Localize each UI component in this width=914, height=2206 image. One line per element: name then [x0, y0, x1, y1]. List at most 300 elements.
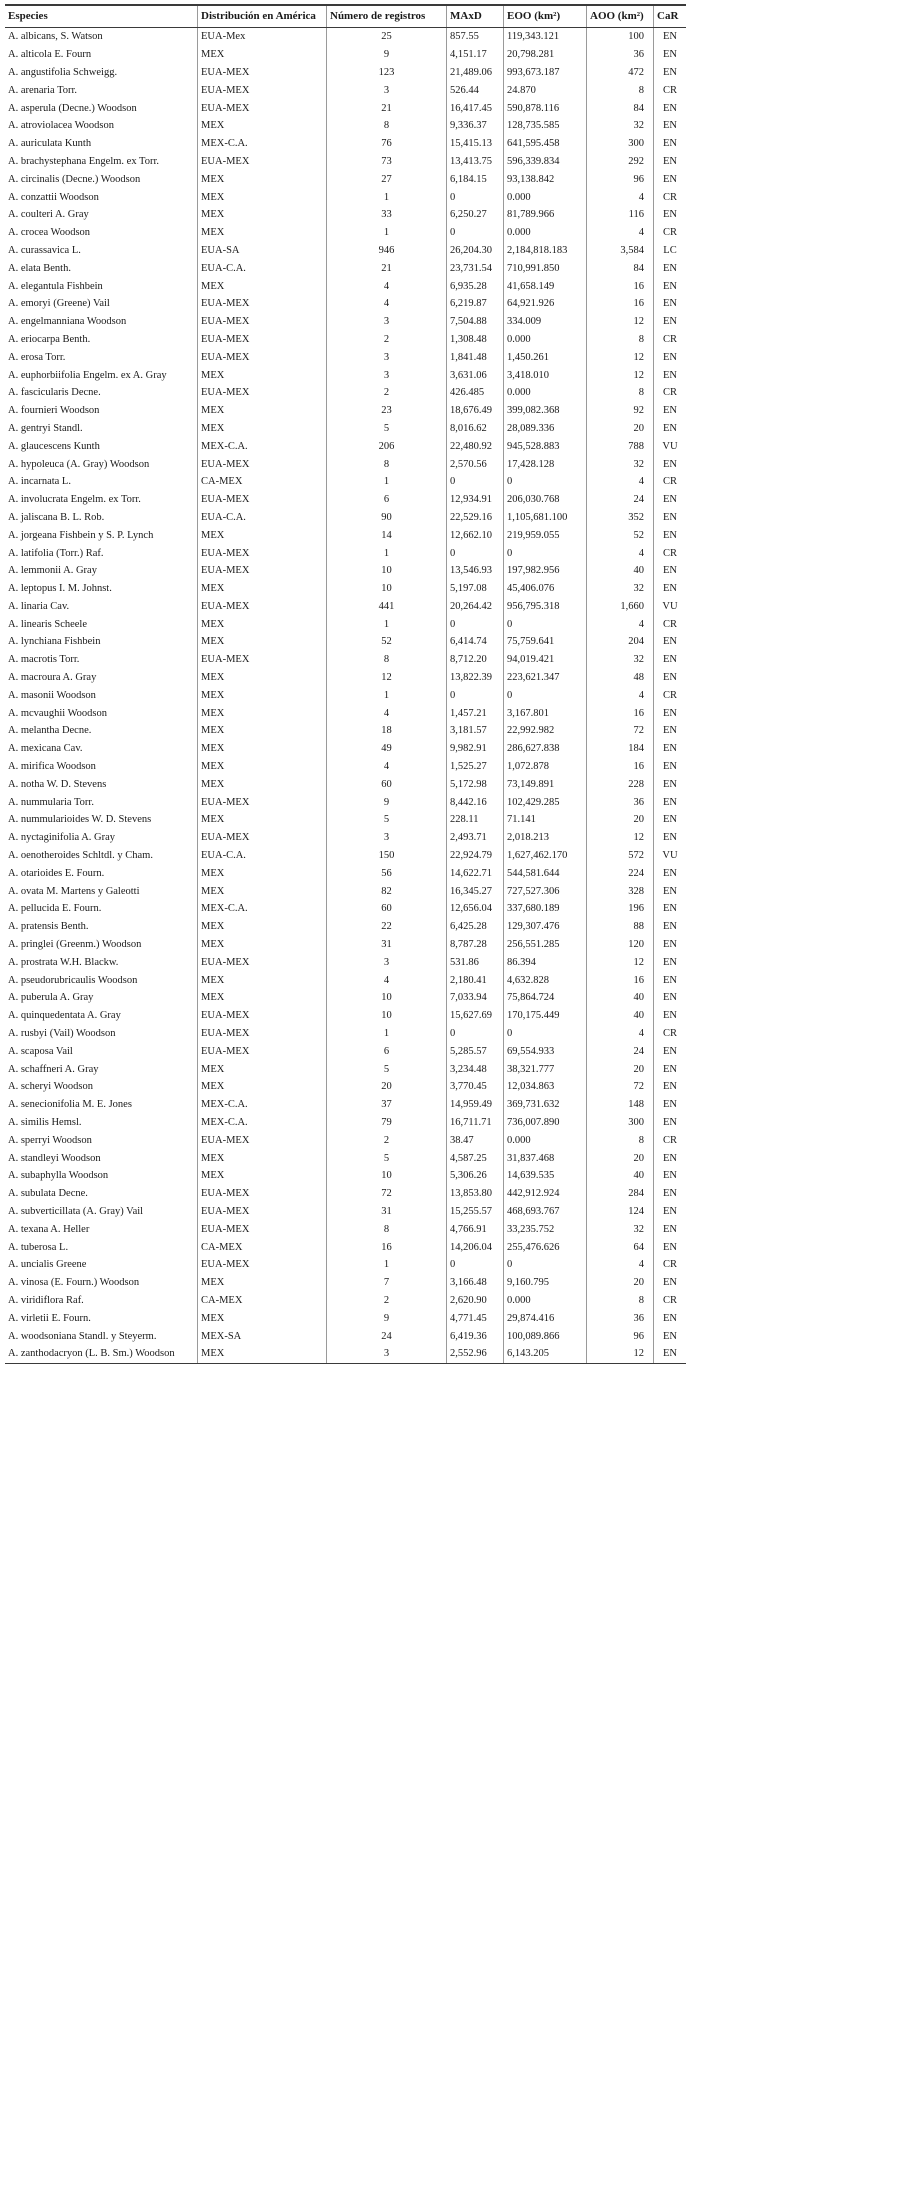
table-row — [5, 331, 686, 349]
table-cell: 10 — [327, 562, 447, 580]
table-cell: EN — [654, 829, 687, 847]
table-row — [5, 509, 686, 527]
table-cell: 2,570.56 — [447, 455, 504, 473]
table-cell: 2,552.96 — [447, 1345, 504, 1363]
table-cell: A. linaria Cav. — [8, 600, 70, 612]
table-cell: A. pellucida E. Fourn. — [8, 903, 102, 915]
table-cell: A. uncialis Greene — [8, 1259, 87, 1271]
table-cell: EN — [654, 1203, 687, 1221]
table-cell: 1,660 — [587, 598, 654, 616]
table-cell: EUA-MEX — [198, 651, 327, 669]
table-cell: 72 — [587, 722, 654, 740]
table-cell: 1,072.878 — [504, 758, 587, 776]
table-cell: 4 — [587, 473, 654, 491]
table-cell: 12,662.10 — [447, 526, 504, 544]
table-cell: MEX — [198, 686, 327, 704]
table-cell: 0 — [504, 544, 587, 562]
table-cell: 727,527.306 — [504, 882, 587, 900]
table-cell: 10 — [327, 580, 447, 598]
column-header: Especies — [5, 5, 198, 28]
table-cell: EN — [654, 491, 687, 509]
table-cell: 196 — [587, 900, 654, 918]
table-cell: CR — [654, 81, 687, 99]
table-cell: 12,034.863 — [504, 1078, 587, 1096]
table-cell: 945,528.883 — [504, 437, 587, 455]
table-cell: MEX — [198, 882, 327, 900]
table-row — [5, 402, 686, 420]
table-cell: 1 — [327, 224, 447, 242]
table-cell: EN — [654, 99, 687, 117]
table-cell: 38,321.777 — [504, 1060, 587, 1078]
table-cell: EN — [654, 1345, 687, 1363]
table-cell: A. tuberosa L. — [8, 1241, 69, 1253]
table-row — [5, 242, 686, 260]
table-row — [5, 1114, 686, 1132]
table-cell: 18 — [327, 722, 447, 740]
table-row — [5, 1309, 686, 1327]
table-cell: EUA-MEX — [198, 295, 327, 313]
table-cell: 9 — [327, 46, 447, 64]
table-row — [5, 562, 686, 580]
table-cell: 0 — [447, 615, 504, 633]
table-cell: A. eriocarpa Benth. — [8, 333, 91, 345]
table-cell: 9 — [327, 1309, 447, 1327]
table-cell: MEX — [198, 633, 327, 651]
table-cell: A. leptopus I. M. Johnst. — [8, 583, 112, 595]
table-cell: 32 — [587, 651, 654, 669]
table-row — [5, 153, 686, 171]
table-row — [5, 989, 686, 1007]
table-cell: A. incarnata L. — [8, 476, 71, 488]
table-cell: 8 — [587, 81, 654, 99]
table-cell: 334.009 — [504, 313, 587, 331]
table-row — [5, 1238, 686, 1256]
table-cell: 0 — [504, 473, 587, 491]
table-row — [5, 1007, 686, 1025]
table-cell: A. lynchiana Fishbein — [8, 636, 101, 648]
table-cell: 0 — [447, 544, 504, 562]
table-cell: 5 — [327, 811, 447, 829]
table-cell: 14,206.04 — [447, 1238, 504, 1256]
table-cell: 0.000 — [504, 188, 587, 206]
table-cell: EUA-MEX — [198, 455, 327, 473]
table-cell: 206,030.768 — [504, 491, 587, 509]
table-cell: A. zanthodacryon (L. B. Sm.) Woodson — [5, 1345, 198, 1363]
table-cell: 0.000 — [504, 224, 587, 242]
table-cell: 596,339.834 — [504, 153, 587, 171]
table-cell: MEX — [198, 740, 327, 758]
table-cell: 24 — [587, 1042, 654, 1060]
table-cell: EUA-MEX — [198, 313, 327, 331]
table-cell: 124 — [587, 1203, 654, 1221]
table-cell: 993,673.187 — [504, 64, 587, 82]
table-cell: 2 — [327, 1131, 447, 1149]
table-cell: 8 — [587, 384, 654, 402]
table-cell: 20 — [587, 1060, 654, 1078]
table-cell: 75,864.724 — [504, 989, 587, 1007]
table-cell: 22,924.79 — [447, 847, 504, 865]
table-cell: EN — [654, 722, 687, 740]
table-cell: MEX — [198, 277, 327, 295]
table-cell: 0.000 — [504, 1131, 587, 1149]
table-row — [5, 206, 686, 224]
table-cell: EN — [654, 1185, 687, 1203]
table-row — [5, 544, 686, 562]
table-cell: 224 — [587, 864, 654, 882]
table-cell: 12 — [587, 348, 654, 366]
table-cell: MEX — [198, 46, 327, 64]
table-row — [5, 64, 686, 82]
table-cell: 16 — [587, 295, 654, 313]
table-cell: 14 — [327, 526, 447, 544]
table-cell: 8 — [327, 651, 447, 669]
table-cell: CA-MEX — [198, 473, 327, 491]
table-cell: EUA-MEX — [198, 1007, 327, 1025]
table-cell: 81,789.966 — [504, 206, 587, 224]
table-row — [5, 526, 686, 544]
table-cell: 31,837.468 — [504, 1149, 587, 1167]
table-cell: EUA-MEX — [198, 99, 327, 117]
table-cell: EN — [654, 509, 687, 527]
table-cell: 8 — [587, 1292, 654, 1310]
table-cell: EUA-MEX — [198, 81, 327, 99]
table-cell: 4 — [587, 224, 654, 242]
table-cell: EN — [654, 971, 687, 989]
table-cell: 36 — [587, 1309, 654, 1327]
table-cell: EN — [654, 704, 687, 722]
table-cell: A. elegantula Fishbein — [8, 280, 103, 292]
table-cell: A. pratensis Benth. — [8, 921, 89, 933]
table-cell: 10 — [327, 1167, 447, 1185]
table-cell: EUA-MEX — [198, 1025, 327, 1043]
table-cell: 219,959.055 — [504, 526, 587, 544]
table-cell: 5 — [327, 1149, 447, 1167]
table-cell: 16,417.45 — [447, 99, 504, 117]
table-cell: 22,992.982 — [504, 722, 587, 740]
table-cell: 9,982.91 — [447, 740, 504, 758]
table-cell: A. woodsoniana Standl. y Steyerm. — [8, 1330, 157, 1342]
table-cell: CR — [654, 1292, 687, 1310]
table-cell: EUA-MEX — [198, 491, 327, 509]
table-cell: 16 — [587, 277, 654, 295]
table-cell: EN — [654, 775, 687, 793]
table-cell: 18,676.49 — [447, 402, 504, 420]
table-row — [5, 882, 686, 900]
table-cell: 399,082.368 — [504, 402, 587, 420]
table-cell: 3,770.45 — [447, 1078, 504, 1096]
table-cell: EN — [654, 117, 687, 135]
table-cell: 129,307.476 — [504, 918, 587, 936]
table-cell: 102,429.285 — [504, 793, 587, 811]
table-cell: A. sperryi Woodson — [8, 1134, 92, 1146]
table-cell: A. subulata Decne. — [8, 1188, 88, 1200]
table-row — [5, 28, 686, 46]
table-cell: 32 — [587, 1220, 654, 1238]
table-cell: 544,581.644 — [504, 864, 587, 882]
table-cell: 88 — [587, 918, 654, 936]
table-cell: 0 — [447, 1025, 504, 1043]
table-cell: 12 — [587, 829, 654, 847]
table-row — [5, 117, 686, 135]
table-cell: 12 — [327, 669, 447, 687]
table-cell: A. euphorbiifolia Engelm. ex A. Gray — [8, 369, 167, 381]
table-cell: 12,934.91 — [447, 491, 504, 509]
table-cell: 788 — [587, 437, 654, 455]
table-cell: 20 — [587, 1149, 654, 1167]
table-cell: MEX — [198, 704, 327, 722]
table-cell: 1 — [327, 473, 447, 491]
table-cell: 148 — [587, 1096, 654, 1114]
table-cell: A. jorgeana Fishbein y S. P. Lynch — [8, 529, 154, 541]
table-cell: 2,018.213 — [504, 829, 587, 847]
table-cell: 710,991.850 — [504, 259, 587, 277]
table-cell: 8 — [327, 1220, 447, 1238]
table-cell: EN — [654, 793, 687, 811]
table-cell: 468,693.767 — [504, 1203, 587, 1221]
table-cell: 1,525.27 — [447, 758, 504, 776]
table-cell: 20,264.42 — [447, 598, 504, 616]
table-cell: 31 — [327, 1203, 447, 1221]
table-cell: A. ovata M. Martens y Galeotti — [8, 885, 140, 897]
table-row — [5, 1078, 686, 1096]
table-cell: 0 — [504, 615, 587, 633]
table-row — [5, 598, 686, 616]
table-cell: A. similis Hemsl. — [8, 1117, 82, 1128]
table-cell: EN — [654, 28, 687, 46]
table-cell: 72 — [327, 1185, 447, 1203]
table-row — [5, 633, 686, 651]
table-cell: A. quinquedentata A. Gray — [8, 1010, 121, 1022]
table-cell: 1,450.261 — [504, 348, 587, 366]
table-cell: MEX — [198, 989, 327, 1007]
table-cell: MEX — [198, 1309, 327, 1327]
table-cell: MEX — [198, 918, 327, 936]
table-cell: A. melantha Decne. — [8, 725, 92, 737]
table-cell: EUA-MEX — [198, 1203, 327, 1221]
table-row — [5, 366, 686, 384]
table-cell: 4 — [327, 704, 447, 722]
table-cell: 352 — [587, 509, 654, 527]
table-row — [5, 313, 686, 331]
table-cell: EN — [654, 758, 687, 776]
table-cell: 7,033.94 — [447, 989, 504, 1007]
table-cell: 228.11 — [447, 811, 504, 829]
table-cell: 21,489.06 — [447, 64, 504, 82]
table-cell: EN — [654, 1220, 687, 1238]
table-cell: 441 — [327, 598, 447, 616]
table-cell: A. emoryi (Greene) Vail — [8, 298, 110, 310]
table-row — [5, 758, 686, 776]
table-cell: CR — [654, 188, 687, 206]
table-cell: 292 — [587, 153, 654, 171]
table-cell: EUA-MEX — [198, 793, 327, 811]
table-cell: A. involucrata Engelm. ex Torr. — [8, 494, 141, 506]
table-cell: 73,149.891 — [504, 775, 587, 793]
table-row — [5, 455, 686, 473]
table-cell: 3,584 — [587, 242, 654, 260]
table-cell: VU — [654, 437, 687, 455]
table-cell: 41,658.149 — [504, 277, 587, 295]
table-cell: EN — [654, 669, 687, 687]
table-cell: 0 — [504, 686, 587, 704]
table-cell: CR — [654, 384, 687, 402]
table-cell: A. linearis Scheele — [8, 618, 88, 630]
table-cell: EN — [654, 1007, 687, 1025]
table-row — [5, 99, 686, 117]
table-cell: 24 — [587, 491, 654, 509]
table-row — [5, 971, 686, 989]
table-cell: MEX — [198, 1149, 327, 1167]
table-cell: 38.47 — [447, 1131, 504, 1149]
table-cell: 29,874.416 — [504, 1309, 587, 1327]
table-cell: 9,336.37 — [447, 117, 504, 135]
table-row — [5, 384, 686, 402]
column-header: Número de registros — [327, 5, 447, 28]
table-cell: EN — [654, 455, 687, 473]
table-cell: 60 — [327, 775, 447, 793]
table-cell: EN — [654, 348, 687, 366]
table-cell: 0.000 — [504, 331, 587, 349]
table-cell: EUA-Mex — [198, 28, 327, 46]
table-cell: 6,184.15 — [447, 170, 504, 188]
table-cell: MEX — [198, 224, 327, 242]
table-cell: 48 — [587, 669, 654, 687]
table-cell: EN — [654, 651, 687, 669]
table-cell: 16 — [327, 1238, 447, 1256]
table-cell: 6,935.28 — [447, 277, 504, 295]
table-row — [5, 1274, 686, 1292]
table-cell: MEX-C.A. — [198, 900, 327, 918]
table-cell: 0.000 — [504, 384, 587, 402]
table-cell: 4 — [327, 971, 447, 989]
table-cell: 73 — [327, 153, 447, 171]
table-cell: MEX-C.A. — [198, 437, 327, 455]
table-row — [5, 188, 686, 206]
table-cell: CR — [654, 331, 687, 349]
table-row — [5, 170, 686, 188]
table-row — [5, 936, 686, 954]
table-cell: A. masonii Woodson — [8, 689, 96, 701]
table-cell: A. pringlei (Greenm.) Woodson — [8, 939, 142, 951]
table-cell: A. standleyi Woodson — [8, 1152, 101, 1164]
table-row — [5, 1025, 686, 1043]
table-cell: 71.141 — [504, 811, 587, 829]
table-cell: MEX — [198, 206, 327, 224]
table-row — [5, 1345, 686, 1363]
table-cell: 5 — [327, 1060, 447, 1078]
table-cell: 15,415.13 — [447, 135, 504, 153]
table-cell: 22,480.92 — [447, 437, 504, 455]
table-cell: MEX-C.A. — [198, 1114, 327, 1132]
table-row — [5, 847, 686, 865]
table-cell: CR — [654, 686, 687, 704]
table-cell: 337,680.189 — [504, 900, 587, 918]
table-cell: 52 — [587, 526, 654, 544]
table-cell: MEX — [198, 580, 327, 598]
table-cell: A. atroviolacea Woodson — [8, 120, 114, 132]
table-cell: 255,476.626 — [504, 1238, 587, 1256]
table-cell: 12 — [587, 366, 654, 384]
table-cell: A. notha W. D. Stevens — [8, 778, 107, 790]
column-header: Distribución en América — [198, 5, 327, 28]
table-cell: 8 — [587, 1131, 654, 1149]
table-row — [5, 829, 686, 847]
table-cell: 4 — [327, 277, 447, 295]
table-cell: 3 — [327, 1345, 447, 1363]
table-cell: A. brachystephana Engelm. ex Torr. — [8, 155, 159, 167]
table-cell: EN — [654, 864, 687, 882]
table-cell: 45,406.076 — [504, 580, 587, 598]
table-cell: 8 — [327, 455, 447, 473]
table-cell: 16,711.71 — [447, 1114, 504, 1132]
table-cell: A. macrotis Torr. — [8, 654, 80, 666]
table-row — [5, 580, 686, 598]
table-cell: MEX — [198, 1060, 327, 1078]
table-cell: 8,712.20 — [447, 651, 504, 669]
table-cell: A. coulteri A. Gray — [8, 209, 89, 221]
table-cell: 16 — [587, 758, 654, 776]
table-cell: 86.394 — [504, 953, 587, 971]
table-cell: EUA-MEX — [198, 153, 327, 171]
table-cell: 15,255.57 — [447, 1203, 504, 1221]
table-cell: CR — [654, 544, 687, 562]
table-row — [5, 81, 686, 99]
table-cell: 9,160.795 — [504, 1274, 587, 1292]
table-cell: 40 — [587, 1007, 654, 1025]
table-cell: MEX — [198, 420, 327, 438]
table-cell: 16 — [587, 971, 654, 989]
table-cell: 4 — [587, 1025, 654, 1043]
table-cell: 12,656.04 — [447, 900, 504, 918]
table-cell: CR — [654, 473, 687, 491]
table-cell: 223,621.347 — [504, 669, 587, 687]
table-cell: 0 — [447, 188, 504, 206]
table-cell: 40 — [587, 989, 654, 1007]
table-row — [5, 491, 686, 509]
table-cell: A. senecionifolia M. E. Jones — [8, 1099, 132, 1111]
table-cell: 14,622.71 — [447, 864, 504, 882]
table-cell: 36 — [587, 793, 654, 811]
table-cell: VU — [654, 847, 687, 865]
table-cell: 96 — [587, 1327, 654, 1345]
table-cell: 0 — [447, 473, 504, 491]
table-cell: 128,735.585 — [504, 117, 587, 135]
table-row — [5, 615, 686, 633]
table-cell: 7,504.88 — [447, 313, 504, 331]
table-cell: EN — [654, 526, 687, 544]
table-cell: MEX-C.A. — [198, 1096, 327, 1114]
table-cell: 197,982.956 — [504, 562, 587, 580]
table-cell: 8,016.62 — [447, 420, 504, 438]
table-cell: 6,425.28 — [447, 918, 504, 936]
table-cell: A. albicans, S. Watson — [8, 31, 103, 43]
table-cell: 4 — [327, 295, 447, 313]
table-cell: 32 — [587, 580, 654, 598]
table-cell: 3,166.48 — [447, 1274, 504, 1292]
table-cell: EN — [654, 740, 687, 758]
table-cell: 0 — [504, 1256, 587, 1274]
table-row — [5, 669, 686, 687]
table-cell: 1,627,462.170 — [504, 847, 587, 865]
table-cell: A. viridiflora Raf. — [8, 1294, 84, 1306]
table-cell: 100 — [587, 28, 654, 46]
table-cell: 3 — [327, 829, 447, 847]
table-cell: 1 — [327, 1256, 447, 1274]
table-cell: 13,413.75 — [447, 153, 504, 171]
table-cell: 6,143.205 — [504, 1345, 587, 1363]
table-row — [5, 793, 686, 811]
table-row — [5, 811, 686, 829]
